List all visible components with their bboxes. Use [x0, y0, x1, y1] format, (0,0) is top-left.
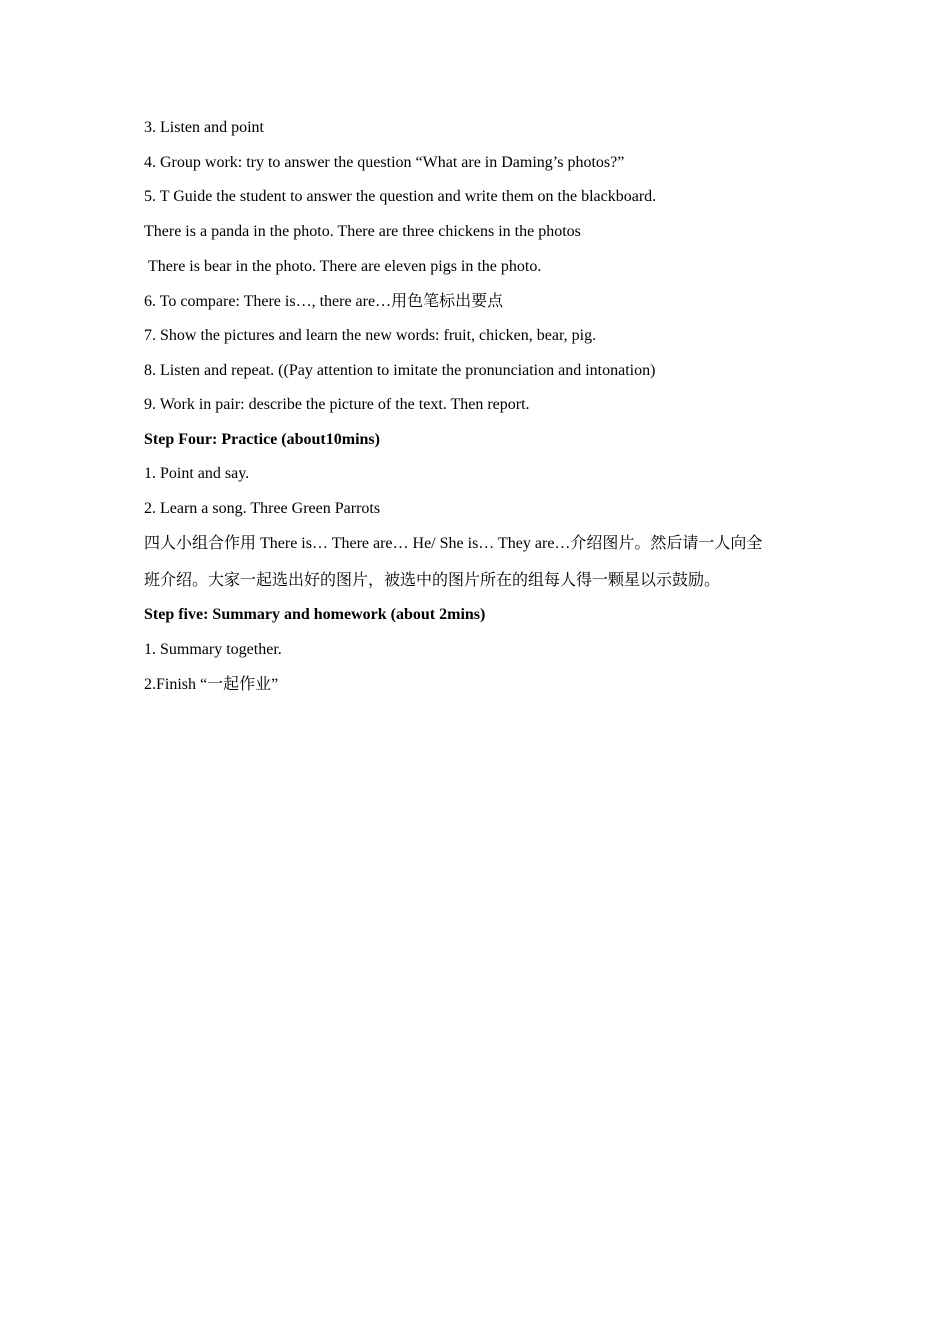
- step-item-group-work: 4. Group work: try to answer the question “What are in Daming’s photos?”: [144, 154, 625, 171]
- step-item-compare: 6. To compare: There is…, there are…用色笔标出要点: [144, 293, 504, 310]
- step-item-listen-and-point: 3. Listen and point: [144, 119, 264, 136]
- group-activity-line-2: 班介绍。大家一起选出好的图片，被选中的图片所在的组每人得一颗星以示鼓励。: [144, 572, 721, 589]
- section-heading-summary: Step five: Summary and homework (about 2mins): [144, 606, 486, 623]
- step-item-listen-repeat: 8. Listen and repeat. ((Pay attention to imitate the pronunciation and intonation): [144, 362, 656, 379]
- step-item-new-words: 7. Show the pictures and learn the new words: fruit, chicken, bear, pig.: [144, 327, 597, 344]
- step-item-teacher-guide: 5. T Guide the student to answer the question and write them on the blackboard.: [144, 188, 657, 205]
- group-activity-line-1: 四人小组合作用 There is… There are… He/ She is… They are…介绍图片。然后请一人向全: [144, 535, 763, 552]
- step-item-pair-work: 9. Work in pair: describe the picture of the text. Then report.: [144, 396, 530, 413]
- section-heading-practice: Step Four: Practice (about10mins): [144, 431, 380, 448]
- example-sentence-panda-chickens: There is a panda in the photo. There are three chickens in the photos: [144, 223, 581, 240]
- practice-item-song: 2. Learn a song. Three Green Parrots: [144, 500, 381, 517]
- homework-item-finish: 2.Finish “一起作业”: [144, 676, 279, 693]
- practice-item-point-say: 1. Point and say.: [144, 465, 250, 482]
- summary-item-together: 1. Summary together.: [144, 641, 282, 658]
- example-sentence-bear-pigs: There is bear in the photo. There are eleven pigs in the photo.: [148, 258, 542, 275]
